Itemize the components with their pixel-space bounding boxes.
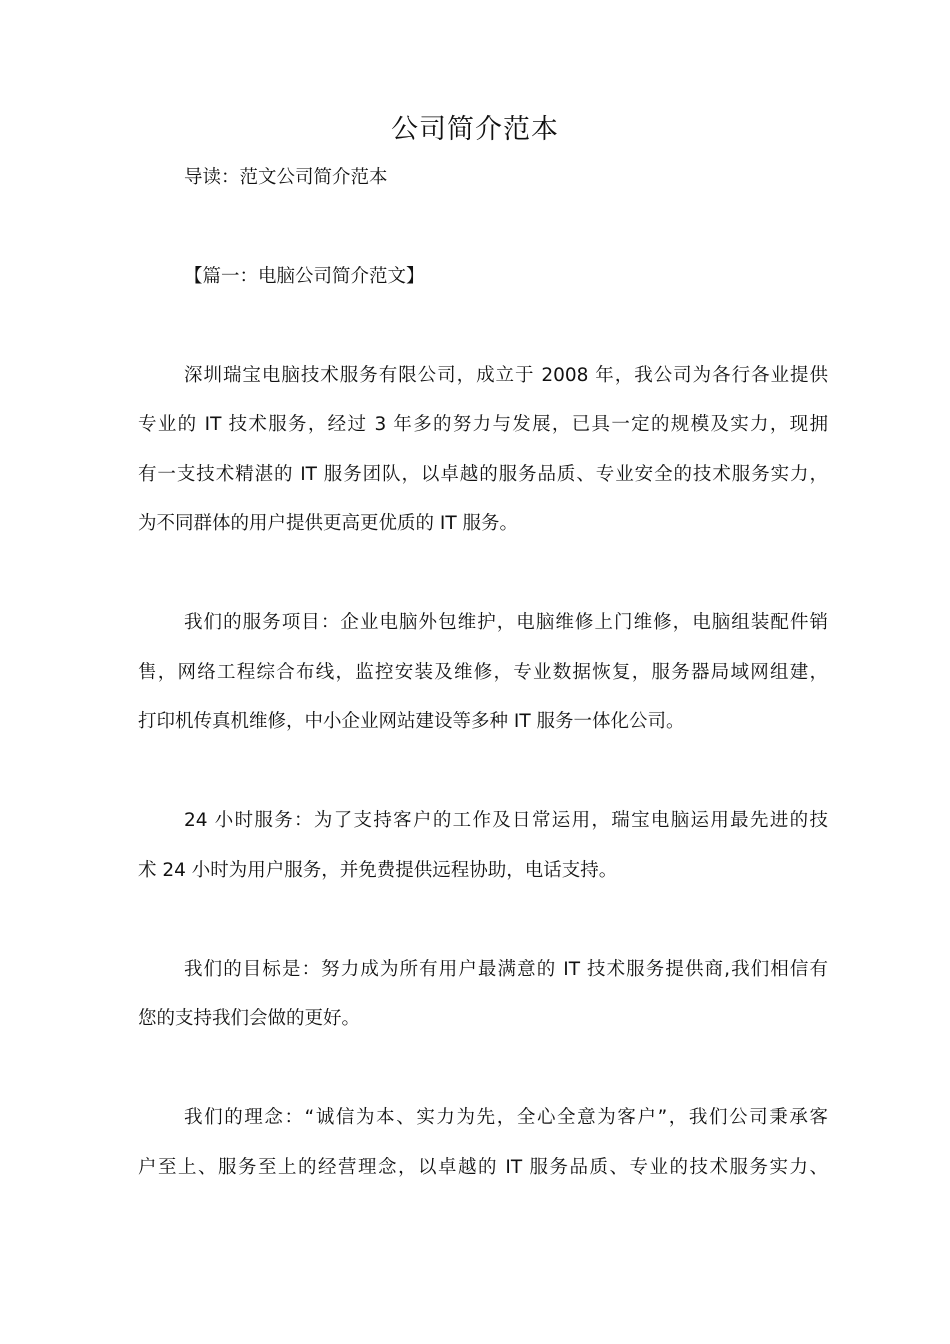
- paragraph-line: 我们的理念：“诚信为本、实力为先，全心全意为客户”，我们公司秉承客: [184, 1107, 828, 1128]
- paragraph-line: 您的支持我们会做的更好。: [138, 1008, 361, 1029]
- section-heading: 【篇一：电脑公司简介范文】: [184, 266, 425, 287]
- paragraph-line: 深圳瑞宝电脑技术服务有限公司，成立于 2008 年，我公司为各行各业提供: [184, 365, 828, 386]
- paragraph-line: 户至上、服务至上的经营理念，以卓越的 IT 服务品质、专业的技术服务实力、: [138, 1157, 828, 1178]
- document-title: 公司简介范本: [391, 114, 559, 145]
- paragraph-line: 售，网络工程综合布线，监控安装及维修，专业数据恢复，服务器局域网组建，: [138, 662, 828, 683]
- guide-line: 导读：范文公司简介范本: [184, 167, 388, 188]
- paragraph-line: 专业的 IT 技术服务，经过 3 年多的努力与发展，已具一定的规模及实力，现拥: [138, 414, 828, 435]
- paragraph-line: 打印机传真机维修，中小企业网站建设等多种 IT 服务一体化公司。: [138, 711, 685, 732]
- paragraph-line: 术 24 小时为用户服务，并免费提供远程协助，电话支持。: [138, 860, 618, 881]
- paragraph-line: 有一支技术精湛的 IT 服务团队，以卓越的服务品质、专业安全的技术服务实力，: [138, 464, 828, 485]
- paragraph-line: 我们的服务项目：企业电脑外包维护，电脑维修上门维修，电脑组装配件销: [184, 612, 828, 633]
- paragraph-line: 24 小时服务：为了支持客户的工作及日常运用，瑞宝电脑运用最先进的技: [184, 810, 828, 831]
- paragraph-line: 为不同群体的用户提供更高更优质的 IT 服务。: [138, 513, 519, 534]
- paragraph-line: 我们的目标是：努力成为所有用户最满意的 IT 技术服务提供商,我们相信有: [184, 959, 828, 980]
